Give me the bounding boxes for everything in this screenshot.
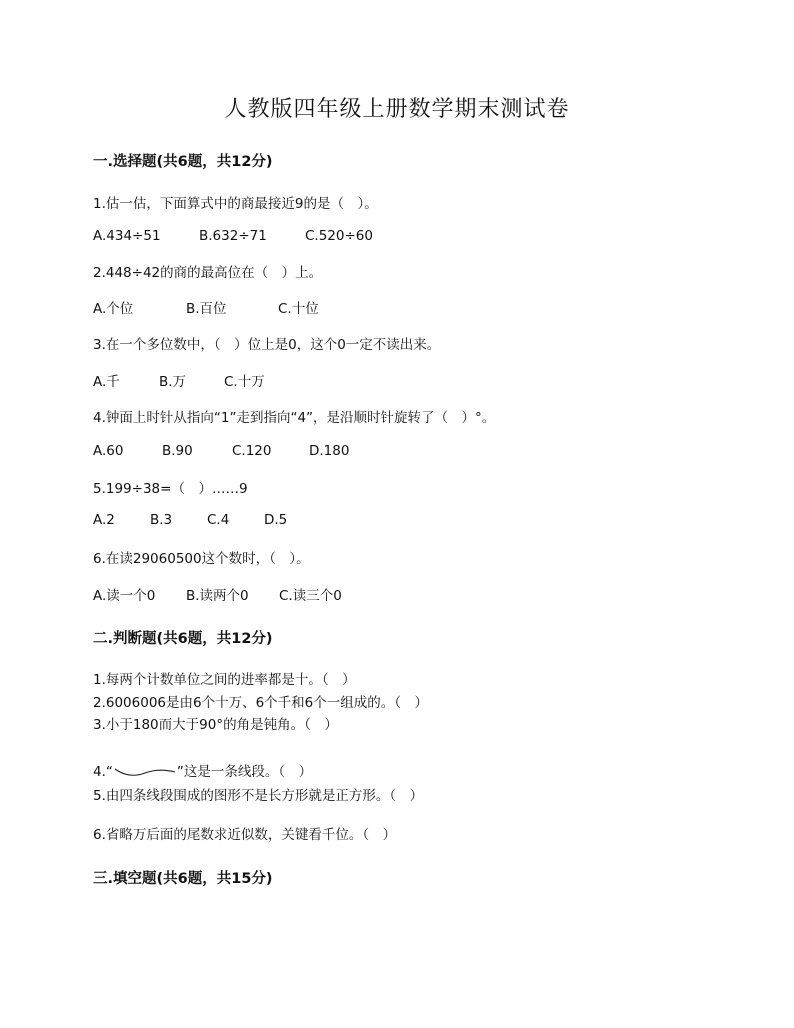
question-options <box>93 443 349 459</box>
option: C.120 <box>232 443 272 459</box>
question-text: 3.在一个多位数中，（ ）位上是0，这个0一定不读出来。 <box>93 337 441 353</box>
wavy-line-icon <box>113 765 177 779</box>
judge-item: 5.由四条线段围成的图形不是长方形就是正方形。（ ） <box>93 788 424 804</box>
judge-item: 2.6006006是由6个十万、6个千和6个一组成的。（ ） <box>93 695 429 711</box>
option: A.434÷51 <box>93 228 161 244</box>
question-text: 2.448÷42的商的最高位在（ ）上。 <box>93 265 323 281</box>
option: A.千 <box>93 374 120 390</box>
option: B.3 <box>150 512 173 528</box>
question-text: 5.199÷38=（ ）……9 <box>93 481 248 497</box>
option: A.个位 <box>93 301 134 317</box>
option: C.520÷60 <box>305 228 373 244</box>
question-options <box>93 512 287 528</box>
question-options <box>93 297 319 317</box>
option: A.读一个0 <box>93 588 156 604</box>
option: A.60 <box>93 443 124 459</box>
option: D.180 <box>309 443 350 459</box>
judge-item-4 <box>93 760 312 780</box>
option: C.4 <box>207 512 230 528</box>
page-title: 人教版四年级上册数学期末测试卷 <box>224 97 570 122</box>
judge-item: 3.小于180而大于90°的角是钝角。（ ） <box>93 717 338 733</box>
option: C.十位 <box>278 301 319 317</box>
option: C.读三个0 <box>279 588 342 604</box>
judge-item-4-prefix: 4.“ <box>93 764 113 780</box>
judge-item: 6.省略万后面的尾数求近似数，关键看千位。（ ） <box>93 827 397 843</box>
option: B.90 <box>162 443 193 459</box>
option: B.632÷71 <box>199 228 267 244</box>
question-options <box>93 228 373 244</box>
question-text: 4.钟面上时针从指向“1”走到指向“4”，是沿顺时针旋转了（ ）°。 <box>93 410 496 426</box>
option: B.万 <box>159 374 187 390</box>
question-options <box>93 584 342 604</box>
option: B.读两个0 <box>186 588 249 604</box>
judge-item-4-suffix: ”这是一条线段。（ ） <box>176 764 313 780</box>
option: D.5 <box>264 512 288 528</box>
option: A.2 <box>93 512 115 528</box>
question-text: 6.在读29060500这个数时，（ ）。 <box>93 551 310 567</box>
section-heading-judge: 二.判断题(共6题，共12分) <box>93 631 273 647</box>
option: B.百位 <box>186 301 227 317</box>
section-heading-choice: 一.选择题(共6题，共12分) <box>93 154 273 170</box>
option: C.十万 <box>224 374 265 390</box>
question-options <box>93 370 265 390</box>
section-heading-fill: 三.填空题(共6题，共15分) <box>93 871 273 887</box>
question-text: 1.估一估，下面算式中的商最接近9的是（ ）。 <box>93 196 378 212</box>
judge-item: 1.每两个计数单位之间的进率都是十。（ ） <box>93 672 356 688</box>
